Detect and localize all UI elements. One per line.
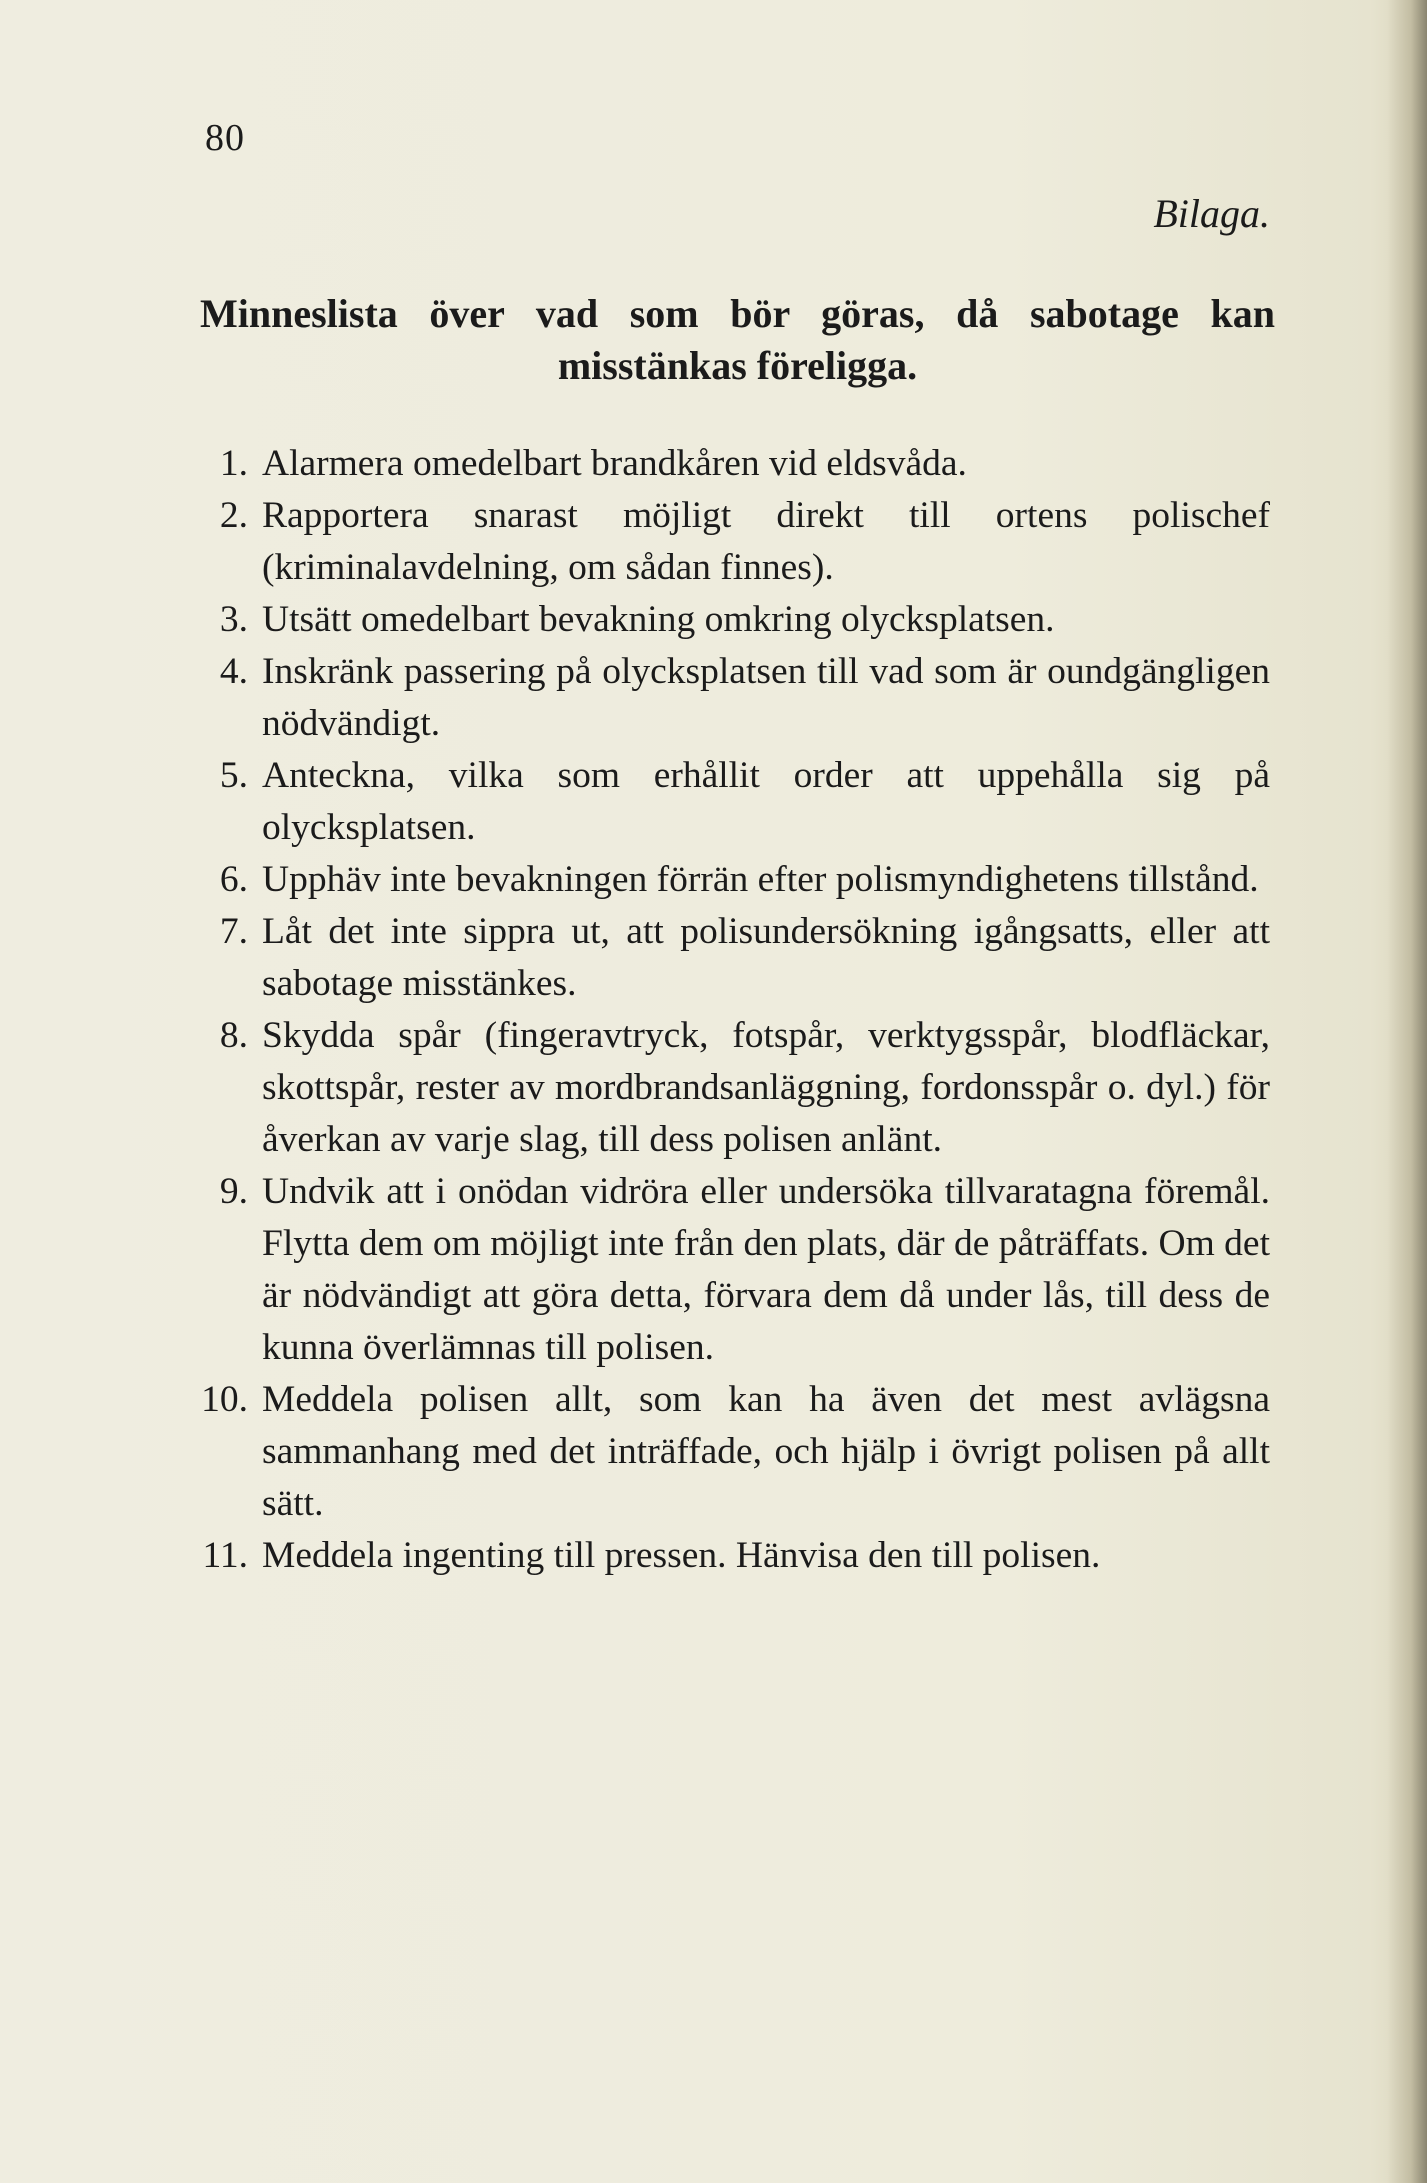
list-item bbox=[180, 490, 1270, 594]
item-text: Meddela polisen allt, som kan ha även det mest avlägsna sammanhang med det inträffade, och hjälp i övrigt polisen på allt sätt. bbox=[262, 1379, 1270, 1524]
item-number: 10. bbox=[201, 1379, 248, 1420]
item-number: 11. bbox=[202, 1535, 248, 1576]
list-item bbox=[180, 750, 1270, 854]
list-item bbox=[180, 906, 1270, 1010]
item-number: 4. bbox=[219, 651, 248, 692]
item-text: Undvik att i onödan vidröra eller undersöka tillvaratagna föremål. Flytta dem om möjligt inte från den plats, där de påträffats. Om det är nödvändigt att göra detta, förvara dem då under lås, till dess de kunna överlämnas till polisen. bbox=[262, 1171, 1270, 1368]
checklist bbox=[180, 438, 1270, 1582]
list-item bbox=[180, 854, 1270, 906]
page-number: 80 bbox=[205, 117, 245, 159]
list-item bbox=[180, 1374, 1270, 1530]
item-text: Alarmera omedelbart brandkåren vid eldsvåda. bbox=[262, 443, 967, 484]
item-text: Utsätt omedelbart bevakning omkring olycksplatsen. bbox=[262, 599, 1055, 640]
list-item bbox=[180, 438, 1270, 490]
list-item bbox=[180, 1530, 1270, 1582]
item-number: 2. bbox=[219, 495, 248, 536]
item-text: Inskränk passering på olycksplatsen till vad som är oundgängligen nödvändigt. bbox=[262, 651, 1270, 744]
item-text: Rapportera snarast möjligt direkt till ortens polischef (kriminalavdelning, om sådan finnes). bbox=[262, 495, 1270, 588]
item-number: 1. bbox=[219, 443, 248, 484]
appendix-label: Bilaga. bbox=[1153, 191, 1270, 236]
item-number: 5. bbox=[219, 755, 248, 796]
item-number: 7. bbox=[219, 911, 248, 952]
list-item bbox=[180, 1166, 1270, 1374]
item-text: Anteckna, vilka som erhållit order att uppehålla sig på olycksplatsen. bbox=[262, 755, 1270, 848]
item-text: Skydda spår (fingeravtryck, fotspår, verktygsspår, blodfläckar, skottspår, rester av mordbrandsanläggning, fordonsspår o. dyl.) för åverkan av varje slag, till dess polisen anlänt. bbox=[262, 1015, 1270, 1160]
list-item bbox=[180, 594, 1270, 646]
item-text: Upphäv inte bevakningen förrän efter polismyndighetens tillstånd. bbox=[262, 859, 1259, 900]
item-number: 8. bbox=[219, 1015, 248, 1056]
page-edge-shadow bbox=[1387, 0, 1427, 2183]
item-text: Meddela ingenting till pressen. Hänvisa den till polisen. bbox=[262, 1535, 1101, 1576]
item-number: 3. bbox=[219, 599, 248, 640]
list-item bbox=[180, 1010, 1270, 1166]
page-title: Minneslista över vad som bör göras, då sabotage kan misstänkas föreligga. bbox=[200, 291, 1275, 388]
item-number: 6. bbox=[219, 859, 248, 900]
list-item bbox=[180, 646, 1270, 750]
item-number: 9. bbox=[219, 1171, 248, 1212]
item-text: Låt det inte sippra ut, att polisundersökning igångsatts, eller att sabotage misstänkes. bbox=[262, 911, 1270, 1004]
